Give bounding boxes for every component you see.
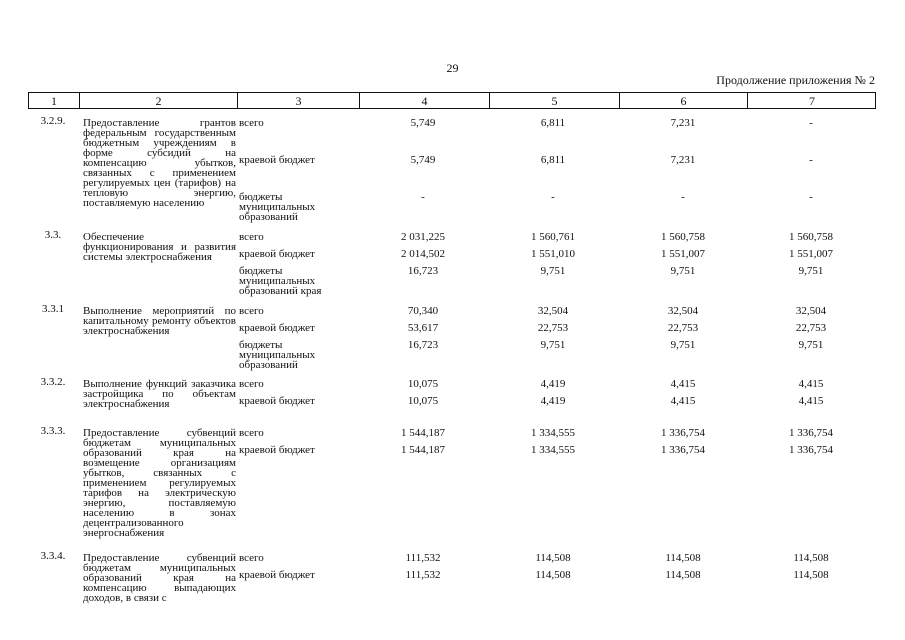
cell-value: 114,508 bbox=[535, 569, 571, 581]
cell-value: - bbox=[421, 191, 425, 203]
subrow-label: краевой бюджет bbox=[239, 322, 315, 334]
cell-value: 32,504 bbox=[537, 305, 569, 317]
cell-value: - bbox=[809, 154, 813, 166]
cell-value: 10,075 bbox=[407, 378, 439, 390]
cell-value: 9,751 bbox=[798, 339, 824, 351]
subrow-label: краевой бюджет bbox=[239, 444, 315, 456]
cell-value: 2 031,225 bbox=[401, 231, 445, 243]
cell-value: 16,723 bbox=[407, 339, 439, 351]
subrow-label: краевой бюджет bbox=[239, 248, 315, 260]
cell-value: 4,419 bbox=[540, 395, 566, 407]
cell-value: 111,532 bbox=[405, 552, 441, 564]
cell-value: 1 551,007 bbox=[789, 248, 833, 260]
row-name: Предоставление субвенций бюджетам муниципальных образований края на компенсацию выпадающих доходов, в связи с bbox=[83, 552, 236, 604]
cell-value: 114,508 bbox=[793, 552, 829, 564]
table-header bbox=[28, 92, 876, 109]
row-number: 3.3.1 bbox=[42, 303, 64, 315]
cell-value: 114,508 bbox=[665, 552, 701, 564]
cell-value: 9,751 bbox=[670, 339, 696, 351]
cell-value: 1 334,555 bbox=[531, 427, 575, 439]
subrow-label: всего bbox=[239, 552, 264, 564]
subrow-label: бюджеты муниципальных образований края bbox=[239, 265, 322, 297]
cell-value: 1 544,187 bbox=[401, 444, 445, 456]
cell-value: 1 551,010 bbox=[531, 248, 575, 260]
cell-value: 1 560,758 bbox=[789, 231, 833, 243]
row-number: 3.3. bbox=[44, 229, 62, 241]
cell-value: 9,751 bbox=[540, 265, 566, 277]
row-name: Обеспечение функционирования и развития системы электроснабжения bbox=[83, 231, 236, 263]
cell-value: 9,751 bbox=[540, 339, 566, 351]
cell-value: 1 560,761 bbox=[531, 231, 575, 243]
cell-value: 1 551,007 bbox=[661, 248, 705, 260]
cell-value: 1 336,754 bbox=[789, 444, 833, 456]
cell-value: 5,749 bbox=[410, 117, 436, 129]
cell-value: 6,811 bbox=[540, 117, 566, 129]
subrow-label: бюджеты муниципальных образований bbox=[239, 191, 316, 223]
row-number: 3.3.2. bbox=[40, 376, 66, 388]
subrow-label: всего bbox=[239, 117, 264, 129]
cell-value: 114,508 bbox=[793, 569, 829, 581]
page-number: 29 bbox=[446, 61, 459, 75]
appendix-note: Продолжение приложения № 2 bbox=[716, 73, 875, 87]
subrow-label: всего bbox=[239, 378, 264, 390]
row-number: 3.3.3. bbox=[40, 425, 66, 437]
cell-value: 4,419 bbox=[540, 378, 566, 390]
cell-value: 1 336,754 bbox=[789, 427, 833, 439]
cell-value: 1 336,754 bbox=[661, 444, 705, 456]
subrow-label: всего bbox=[239, 231, 264, 243]
cell-value: 1 336,754 bbox=[661, 427, 705, 439]
cell-value: 6,811 bbox=[540, 154, 566, 166]
row-name: Предоставление грантов федеральным государственным бюджетным учреждениям в форме субсидий на компенсацию убытков, связанных с применением регулируемых цен (тарифов) на тепловую энергию, поставляемую населению bbox=[83, 117, 236, 209]
cell-value: - bbox=[681, 191, 685, 203]
cell-value: 53,617 bbox=[407, 322, 439, 334]
subrow-label: всего bbox=[239, 305, 264, 317]
cell-value: 5,749 bbox=[410, 154, 436, 166]
row-number: 3.3.4. bbox=[40, 550, 66, 562]
cell-value: - bbox=[809, 117, 813, 129]
header-col-4: 4 bbox=[421, 94, 428, 108]
subrow-label: краевой бюджет bbox=[239, 154, 315, 166]
cell-value: 4,415 bbox=[670, 378, 696, 390]
cell-value: 4,415 bbox=[798, 395, 824, 407]
row-number: 3.2.9. bbox=[40, 115, 66, 127]
cell-value: 1 544,187 bbox=[401, 427, 445, 439]
header-col-7: 7 bbox=[809, 94, 815, 108]
cell-value: 32,504 bbox=[795, 305, 827, 317]
cell-value: - bbox=[551, 191, 555, 203]
cell-value: 22,753 bbox=[795, 322, 827, 334]
cell-value: 9,751 bbox=[798, 265, 824, 277]
header-col-1: 1 bbox=[51, 94, 57, 108]
row-name: Выполнение мероприятий по капитальному ремонту объектов электроснабжения bbox=[83, 305, 236, 337]
cell-value: 7,231 bbox=[670, 154, 696, 166]
cell-value: 32,504 bbox=[667, 305, 699, 317]
cell-value: 10,075 bbox=[407, 395, 439, 407]
header-col-3: 3 bbox=[295, 94, 302, 108]
cell-value: 4,415 bbox=[798, 378, 824, 390]
cell-value: 22,753 bbox=[667, 322, 699, 334]
cell-value: 4,415 bbox=[670, 395, 696, 407]
subrow-label: всего bbox=[239, 427, 264, 439]
cell-value: 16,723 bbox=[407, 265, 439, 277]
row-name: Выполнение функций заказчика застройщика по объектам электроснабжения bbox=[83, 378, 236, 410]
cell-value: 1 334,555 bbox=[531, 444, 575, 456]
cell-value: 114,508 bbox=[535, 552, 571, 564]
cell-value: 2 014,502 bbox=[401, 248, 445, 260]
header-col-6: 6 bbox=[680, 94, 687, 108]
cell-value: 111,532 bbox=[405, 569, 441, 581]
subrow-label: бюджеты муниципальных образований bbox=[239, 339, 316, 371]
header-col-2: 2 bbox=[155, 94, 162, 108]
cell-value: 114,508 bbox=[665, 569, 701, 581]
header-col-5: 5 bbox=[551, 94, 558, 108]
cell-value: 70,340 bbox=[407, 305, 439, 317]
cell-value: 7,231 bbox=[670, 117, 696, 129]
cell-value: - bbox=[809, 191, 813, 203]
cell-value: 1 560,758 bbox=[661, 231, 705, 243]
cell-value: 22,753 bbox=[537, 322, 569, 334]
subrow-label: краевой бюджет bbox=[239, 395, 315, 407]
row-name: Предоставление субвенций бюджетам муниципальных образований края на возмещение организациям убытков, связанных с применением регулируемых тарифов на электрическую энергию, поставляемую населению в зонах децентрализованного энергоснабжения bbox=[83, 427, 236, 539]
subrow-label: краевой бюджет bbox=[239, 569, 315, 581]
cell-value: 9,751 bbox=[670, 265, 696, 277]
